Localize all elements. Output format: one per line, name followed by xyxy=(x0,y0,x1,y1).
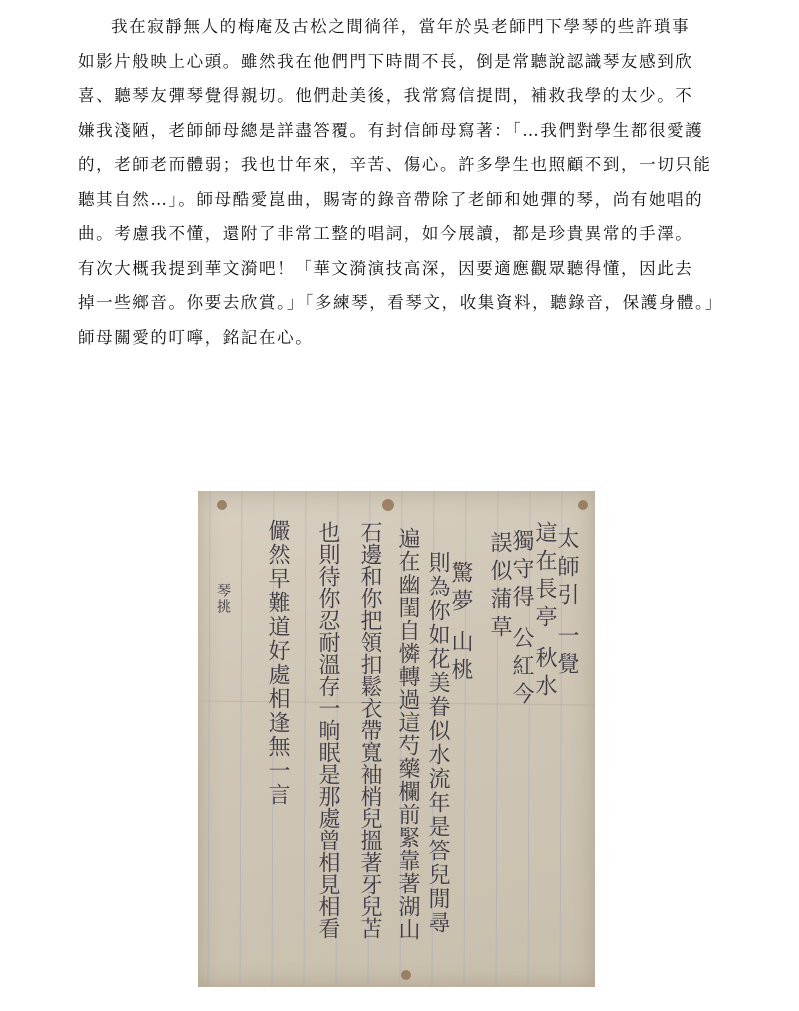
lyric-column-5: 驚夢 山桃 xyxy=(448,561,473,686)
lyric-column-8: 石邊和你把領扣鬆衣帶寬袖梢兒搵著牙兒苫 xyxy=(357,521,382,939)
handwritten-lyrics-photo xyxy=(198,491,595,987)
article-line-10: 師母關愛的叮嚀，銘記在心。 xyxy=(78,327,314,347)
article-text xyxy=(78,10,728,355)
article-line-4: 嫌我淺陋，老師師母總是詳盡答覆。有封信師母寫著：「…我們對學生都很愛護 xyxy=(78,120,704,140)
article-line-2: 如影片般映上心頭。雖然我在他們門下時間不長，倒是常聽說認識琴友感到欣 xyxy=(78,51,694,71)
article-line-9: 掉一些鄉音。你要去欣賞。」「多練琴，看琴文，收集資料，聽錄音，保護身體。」 xyxy=(78,293,723,312)
article-line-1: 我在寂靜無人的梅庵及古松之間徜徉，當年於吳老師門下學琴的些許瑣事 xyxy=(111,17,691,36)
lyric-column-10: 儼然早難道好處相逢無一言 xyxy=(265,519,290,807)
article-line-6: 聽其自然…」。師母酷愛崑曲，賜寄的錄音帶除了老師和她彈的琴，尚有她唱的 xyxy=(78,189,704,209)
article-line-3: 喜、聽琴友彈琴覺得親切。他們赴美後，我常寫信提問，補救我學的太少。不 xyxy=(78,86,694,105)
lyric-column-6: 則為你如花美眷似水流年是答兒閒尋 xyxy=(425,551,450,935)
lyric-column-3: 獨守得 公紅今 xyxy=(509,529,534,710)
lyric-column-1: 太師引 一覺 xyxy=(554,527,579,680)
lyric-column-7: 遍在幽閨自憐轉過這芍藥欄前緊靠著湖山 xyxy=(395,527,420,941)
article-line-5: 的，老師老而體弱；我也廿年來，辛苦、傷心。許多學生也照顧不到，一切只能 xyxy=(78,155,712,174)
lyric-column-qintiao: 琴挑 xyxy=(215,583,231,615)
lyric-column-9: 也則待你忍耐溫存一晌眠是那處曾相見相看 xyxy=(315,521,340,939)
lyric-column-4: 誤似蒲草 xyxy=(487,531,512,643)
article-line-8: 有次大概我提到華文漪吧！「華文漪演技高深，因要適應觀眾聽得懂，因此去 xyxy=(78,258,694,278)
lyric-column-2: 這在長亭 秋水 xyxy=(532,521,557,702)
article-line-7: 曲。考慮我不懂，還附了非常工整的唱詞，如今展讀，都是珍貴異常的手澤。 xyxy=(78,224,694,243)
